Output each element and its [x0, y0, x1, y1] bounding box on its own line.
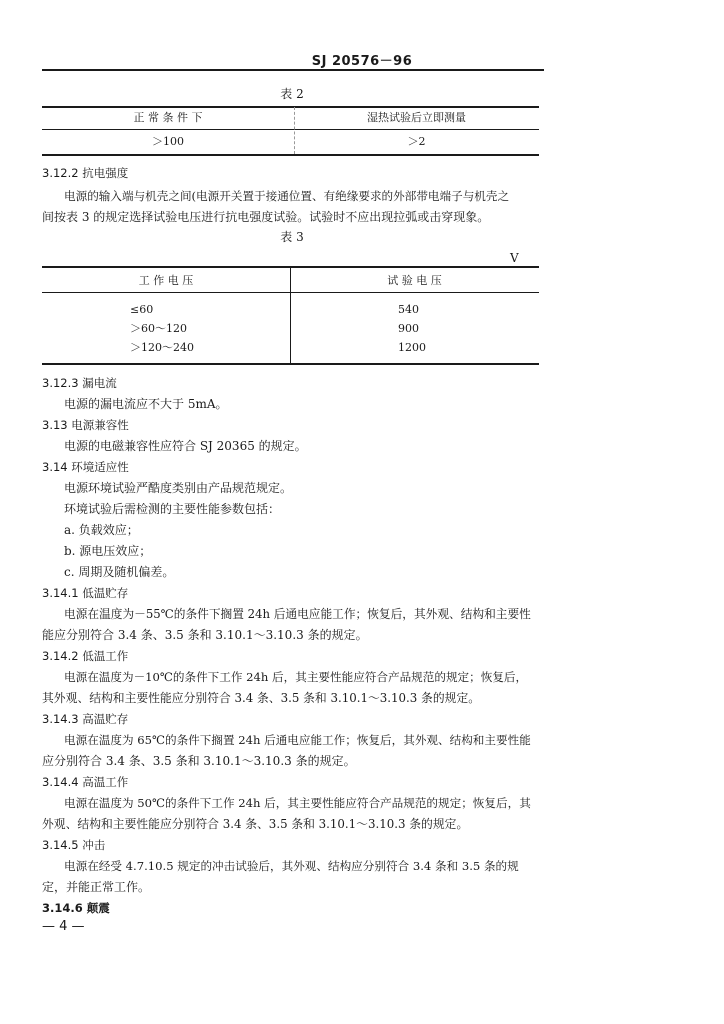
table2-col1-value: ＞100 [152, 135, 184, 148]
table2-col2-value: ＞2 [407, 135, 426, 148]
table2-top-rule [42, 106, 539, 108]
table3-row-voltage: ≤60 [130, 303, 154, 316]
table2-header-rule [42, 129, 539, 130]
section-3-14-4-heading: 3.14.4 高温工作 [42, 775, 129, 789]
table2-divider [294, 107, 295, 154]
section-3-14-heading: 3.14 环境适应性 [42, 460, 129, 474]
table3-row-test: 1200 [398, 341, 426, 354]
table3-col2-header: 试 验 电 压 [387, 274, 442, 287]
section-3-14-2-line1: 电源在温度为－10℃的条件下工作 24h 后，其主要性能应符合产品规范的规定；恢复后， [64, 670, 528, 684]
table2-col1-header: 正 常 条 件 下 [133, 111, 203, 124]
section-3-14-5-line1: 电源在经受 4.7.10.5 规定的冲击试验后，其外观、结构应分别符合 3.4 条和 3.5 条的规 [64, 859, 519, 873]
document-code: SJ 20576－96 [311, 54, 413, 69]
section-3-12-2-heading: 3.12.2 抗电强度 [42, 166, 129, 180]
section-3-14-2-line2: 其外观、结构和主要性能应分别符合 3.4 条、3.5 条和 3.10.1～3.10.3 条的规定。 [42, 691, 481, 705]
page-number: — 4 — [42, 919, 85, 934]
section-3-13-line1: 电源的电磁兼容性应符合 SJ 20365 的规定。 [64, 439, 307, 453]
section-3-12-2-line2: 间按表 3 的规定选择试验电压进行抗电强度试验。试验时不应出现拉弧或击穿现象。 [42, 210, 490, 224]
table3-bottom-rule [42, 363, 539, 365]
table3-unit: V [510, 251, 519, 265]
table2-title: 表 2 [280, 87, 304, 101]
section-3-14-6-heading: 3.14.6 颠震 [42, 901, 110, 915]
section-3-14-5-heading: 3.14.5 冲击 [42, 838, 106, 852]
table2-bottom-rule [42, 154, 539, 156]
section-3-14-3-heading: 3.14.3 高温贮存 [42, 712, 129, 726]
table3-row-voltage: ＞60～120 [130, 322, 187, 335]
section-3-14-3-line2: 应分别符合 3.4 条、3.5 条和 3.10.1～3.10.3 条的规定。 [42, 754, 356, 768]
header-rule [42, 69, 544, 71]
section-3-13-heading: 3.13 电源兼容性 [42, 418, 129, 432]
section-3-14-5-line2: 定，并能正常工作。 [42, 880, 151, 894]
table3-row-voltage: ＞120～240 [130, 341, 194, 354]
table3-row-test: 540 [398, 303, 419, 316]
table3-title: 表 3 [280, 230, 304, 244]
section-3-14-4-line2: 外观、结构和主要性能应分别符合 3.4 条、3.5 条和 3.10.1～3.10.3 条的规定。 [42, 817, 469, 831]
section-3-14-line2: 环境试验后需检测的主要性能参数包括： [64, 502, 281, 516]
table3-divider [290, 267, 291, 364]
section-3-14-line1: 电源环境试验严酷度类别由产品规范规定。 [64, 481, 293, 495]
section-3-14-1-line2: 能应分别符合 3.4 条、3.5 条和 3.10.1～3.10.3 条的规定。 [42, 628, 368, 642]
section-3-14-1-line1: 电源在温度为－55℃的条件下搁置 24h 后通电应能工作；恢复后，其外观、结构和主要性 [64, 607, 531, 621]
table3-row-test: 900 [398, 322, 419, 335]
section-3-14-4-line1: 电源在温度为 50℃的条件下工作 24h 后，其主要性能应符合产品规范的规定；恢复后，其 [64, 796, 531, 810]
section-3-14-3-line1: 电源在温度为 65℃的条件下搁置 24h 后通电应能工作；恢复后，其外观、结构和主要性能 [64, 733, 531, 747]
section-3-14-item: a. 负载效应； [64, 523, 139, 537]
section-3-14-item: b. 源电压效应； [64, 544, 152, 558]
section-3-14-item: c. 周期及随机偏差。 [64, 565, 175, 579]
table3-col1-header: 工 作 电 压 [138, 274, 194, 287]
section-3-12-2-line1: 电源的输入端与机壳之间(电源开关置于接通位置、有绝缘要求的外部带电端子与机壳之 [64, 189, 510, 203]
table2-col2-header: 湿热试验后立即测量 [367, 111, 466, 124]
section-3-14-1-heading: 3.14.1 低温贮存 [42, 586, 129, 600]
section-3-12-3-line1: 电源的漏电流应不大于 5mA。 [64, 397, 228, 411]
section-3-14-2-heading: 3.14.2 低温工作 [42, 649, 129, 663]
section-3-12-3-heading: 3.12.3 漏电流 [42, 376, 117, 390]
